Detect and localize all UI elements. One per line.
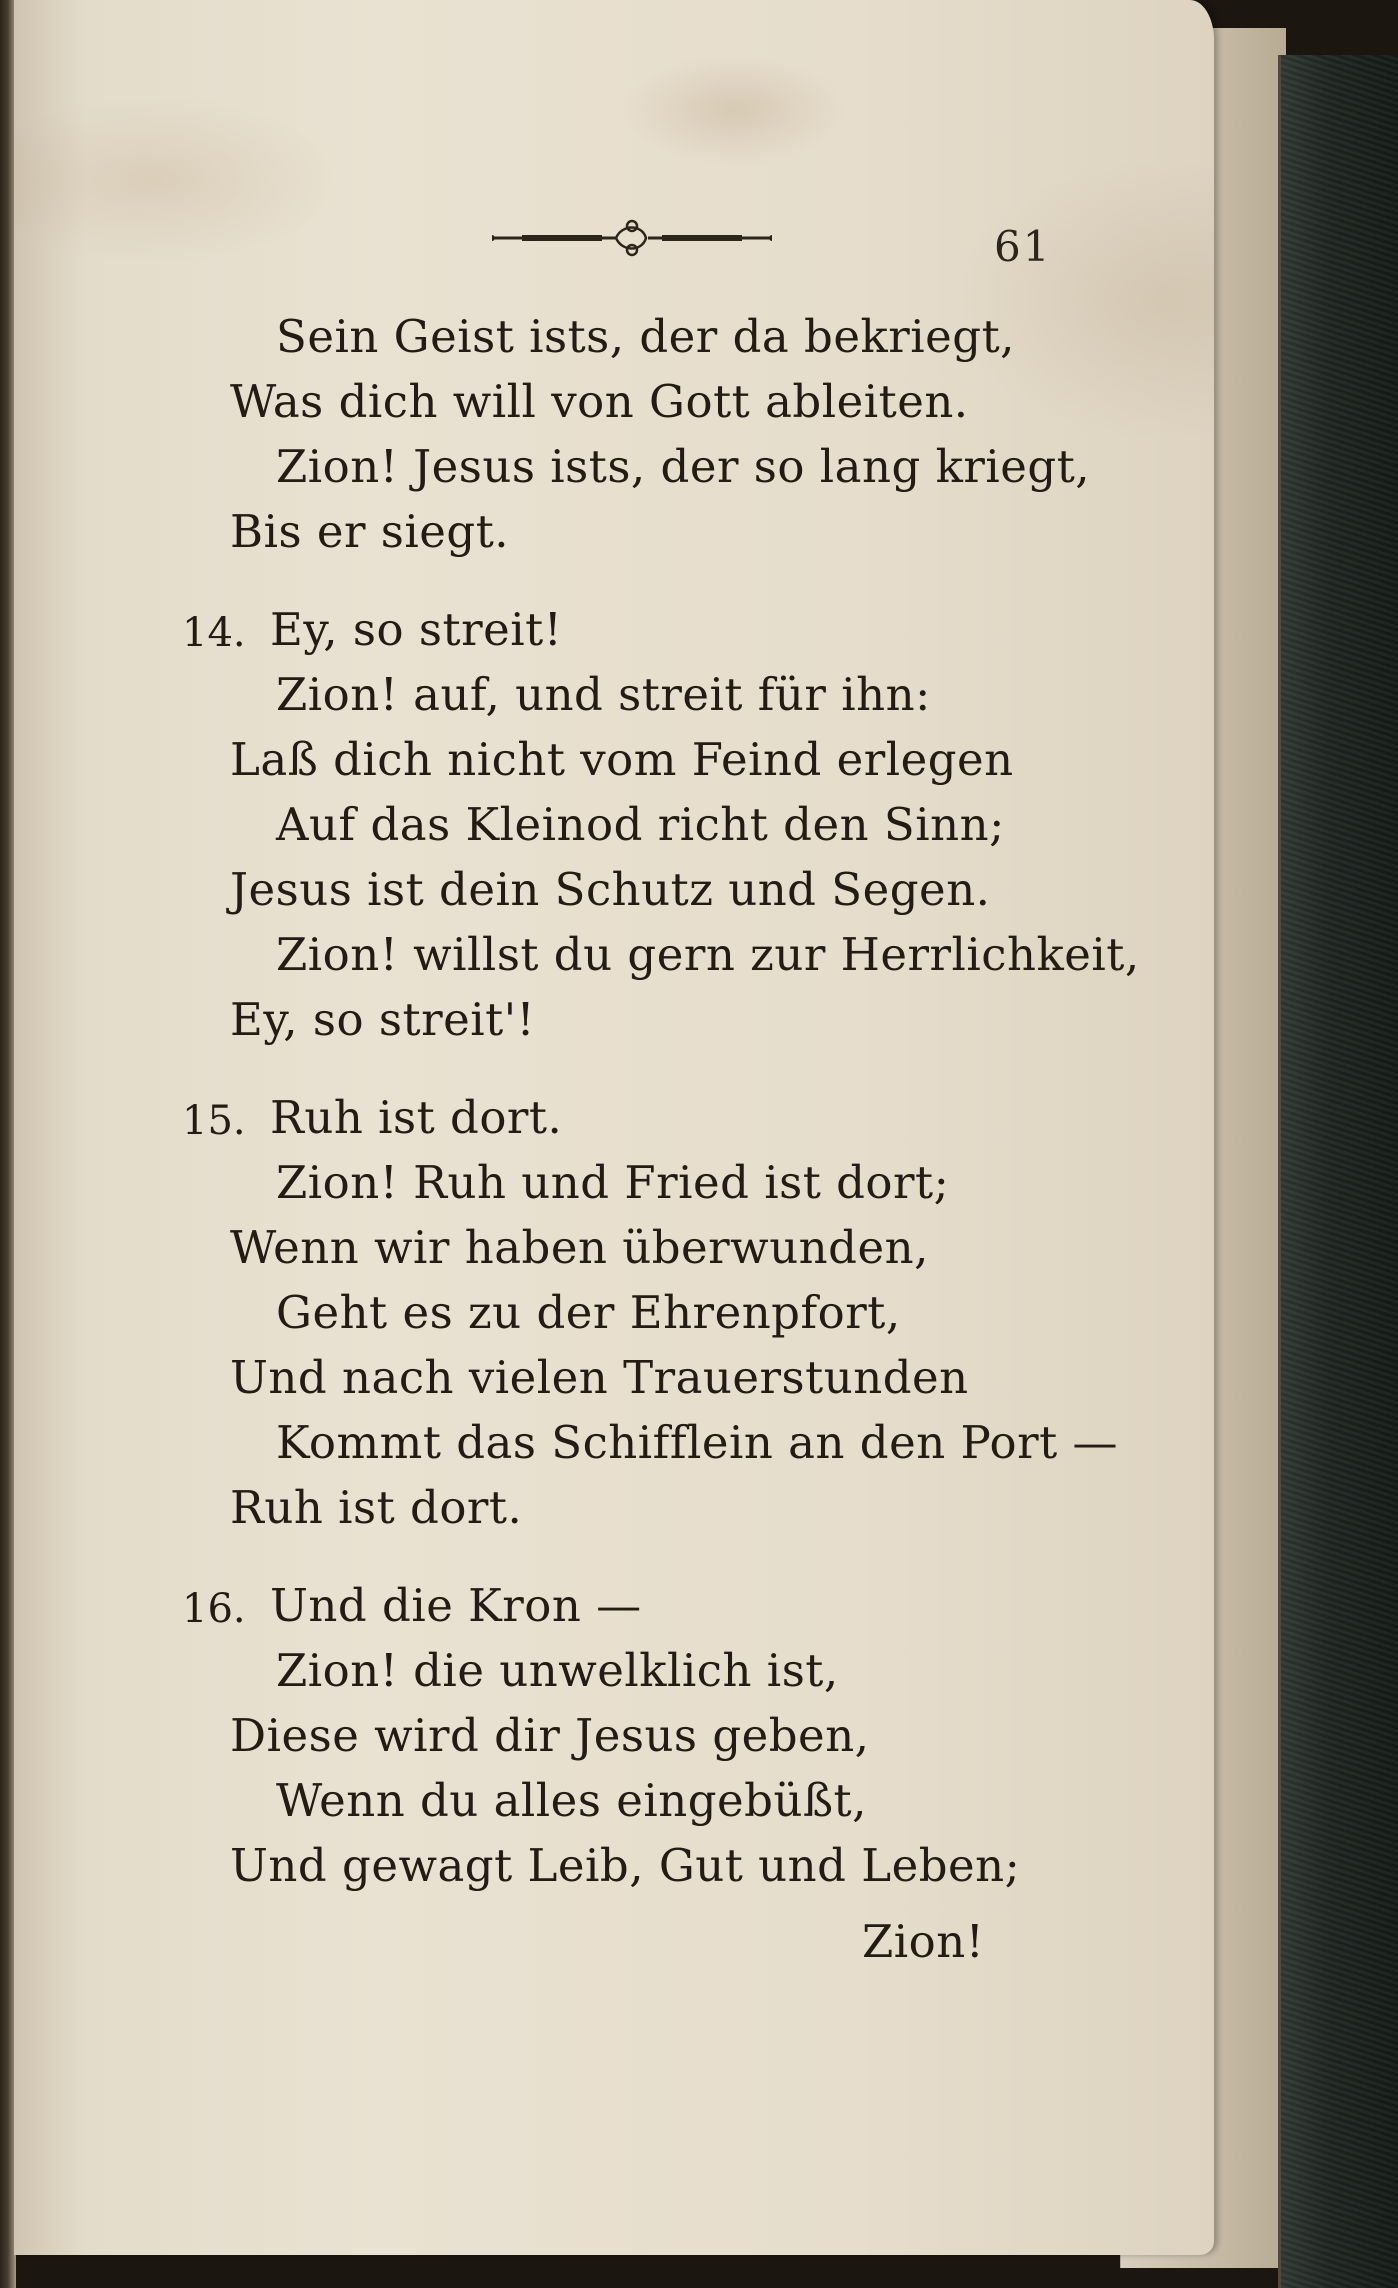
verse-line: Kommt das Schifflein an den Port — — [276, 1416, 1118, 1469]
verse-line: Zion! Ruh und Fried ist dort; — [276, 1156, 950, 1209]
verse-line: Diese wird dir Jesus geben, — [230, 1709, 870, 1762]
verse-line: Auf das Kleinod richt den Sinn; — [276, 798, 1005, 851]
stanza-number: 16. — [182, 1586, 246, 1632]
book-cover-edge — [1278, 55, 1398, 2288]
book-page — [14, 0, 1214, 2255]
verse-line: Zion! willst du gern zur Herrlichkeit, — [276, 928, 1140, 981]
stanza-number: 15. — [182, 1098, 246, 1144]
verse-line: Und gewagt Leib, Gut und Leben; — [230, 1839, 1021, 1892]
verse-line: Zion! — [862, 1915, 985, 1968]
verse-line: Und die Kron — — [270, 1579, 642, 1632]
verse-line: Sein Geist ists, der da bekriegt, — [276, 310, 1015, 363]
verse-line: Geht es zu der Ehrenpfort, — [276, 1286, 901, 1339]
verse-line: Ruh ist dort. — [230, 1481, 523, 1534]
verse-line: Wenn du alles eingebüßt, — [276, 1774, 867, 1827]
stanza-number: 14. — [182, 610, 246, 656]
verse-line: Ey, so streit! — [270, 603, 563, 656]
verse-line: Zion! auf, und streit für ihn: — [276, 668, 931, 721]
page-number: 61 — [994, 222, 1052, 271]
verse-line: Was dich will von Gott ableiten. — [230, 375, 969, 428]
verse-line: Laß dich nicht vom Feind erlegen — [230, 733, 1014, 786]
verse-line: Und nach vielen Trauerstunden — [230, 1351, 969, 1404]
ornament-rule — [492, 218, 772, 258]
verse-line: Ruh ist dort. — [270, 1091, 563, 1144]
verse-line: Zion! Jesus ists, der so lang kriegt, — [276, 440, 1091, 493]
verse-line: Zion! die unwelklich ist, — [276, 1644, 839, 1697]
verse-line: Ey, so streit'! — [230, 993, 536, 1046]
verse-line: Wenn wir haben überwunden, — [230, 1221, 929, 1274]
verse-line: Bis er siegt. — [230, 505, 510, 558]
verse-line: Jesus ist dein Schutz und Segen. — [230, 863, 991, 916]
